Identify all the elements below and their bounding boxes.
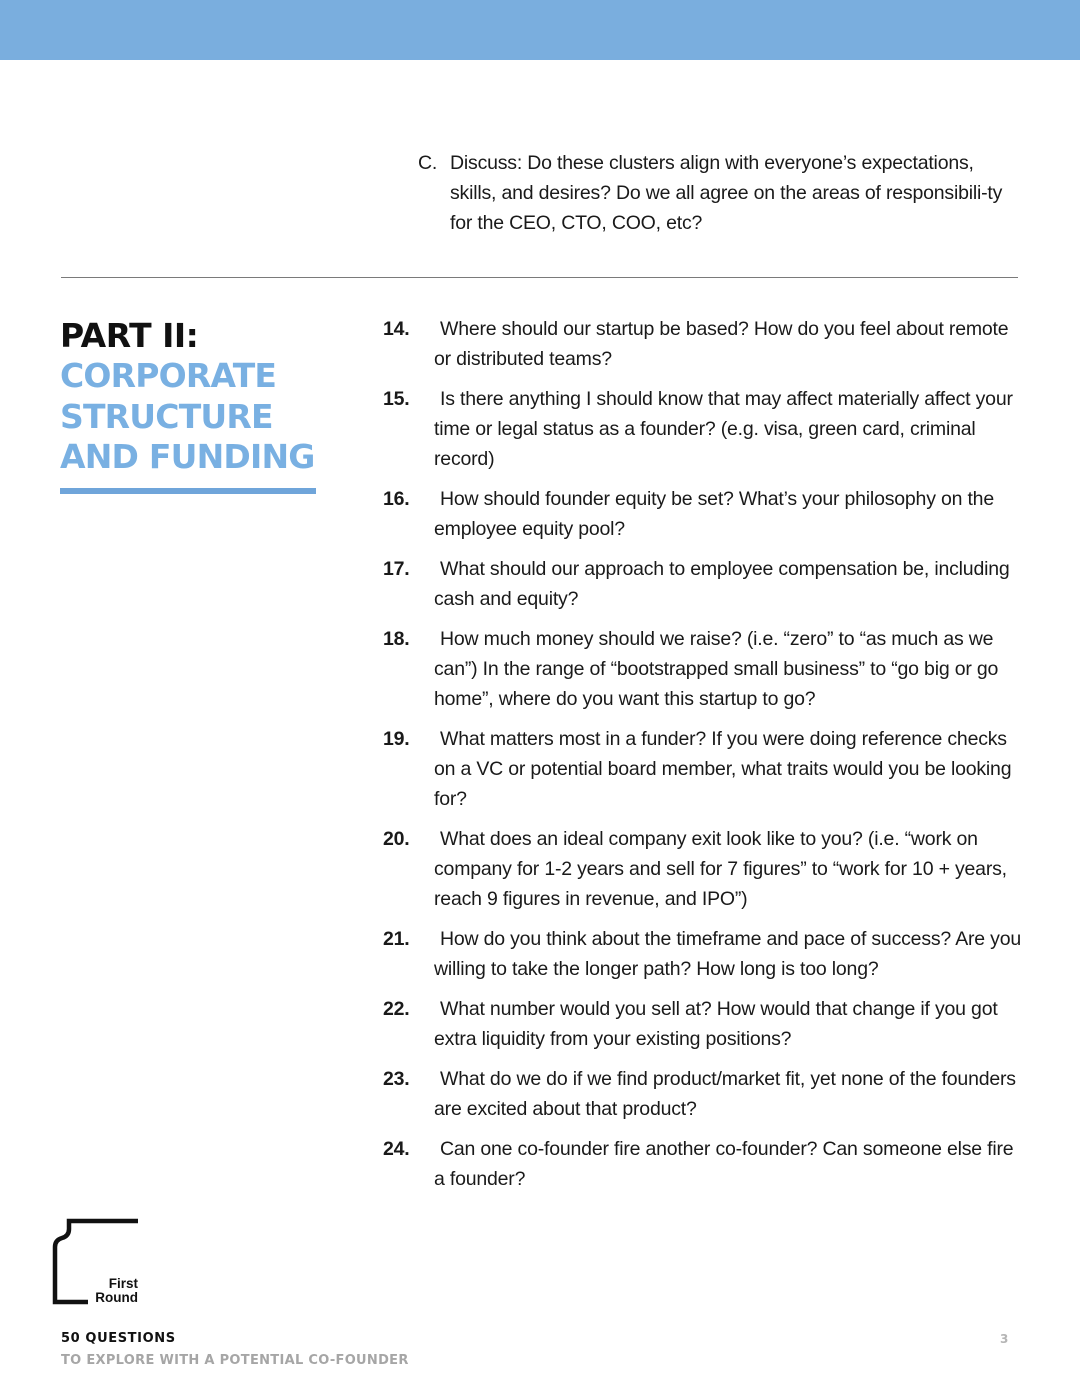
question-text: What does an ideal company exit look like to you? (i.e. “work on company for 1-2 years and sell for 7 figures” to “work for 10 + years, reach 9 figures in revenue, and IPO”) xyxy=(434,828,1007,910)
question-list xyxy=(383,314,1023,1204)
intro-item-letter: C. xyxy=(418,152,438,174)
question-item xyxy=(383,924,1023,984)
question-number: 14. xyxy=(383,318,410,340)
section-divider xyxy=(61,277,1018,278)
question-number: 24. xyxy=(383,1138,410,1160)
question-number: 15. xyxy=(383,388,410,410)
question-item xyxy=(383,384,1023,474)
intro-list-item xyxy=(418,148,1018,238)
section-heading xyxy=(60,316,330,494)
question-text: Is there anything I should know that may affect materially affect your time or legal status as a founder? (e.g. visa, green card, criminal record) xyxy=(434,388,1013,470)
question-number: 22. xyxy=(383,998,410,1020)
question-item xyxy=(383,484,1023,544)
question-number: 19. xyxy=(383,728,410,750)
question-number: 20. xyxy=(383,828,410,850)
section-title-line-2: STRUCTURE xyxy=(60,396,273,436)
question-item xyxy=(383,624,1023,714)
question-text: What do we do if we find product/market fit, yet none of the founders are excited about that product? xyxy=(434,1068,1016,1120)
question-text: What matters most in a funder? If you were doing reference checks on a VC or potential board member, what traits would you be looking for? xyxy=(434,728,1012,810)
question-number: 16. xyxy=(383,488,410,510)
section-title-line-3: AND FUNDING xyxy=(60,437,315,476)
section-title-line-1: CORPORATE xyxy=(60,356,277,395)
question-text: What number would you sell at? How would that change if you got extra liquidity from your existing positions? xyxy=(434,998,998,1050)
question-text: Where should our startup be based? How do you feel about remote or distributed teams? xyxy=(434,318,1009,370)
question-number: 18. xyxy=(383,628,410,650)
top-color-band xyxy=(0,0,1080,60)
question-number: 23. xyxy=(383,1068,410,1090)
page-number: 3 xyxy=(1000,1332,1009,1346)
footer-subtitle: TO EXPLORE WITH A POTENTIAL CO-FOUNDER xyxy=(61,1353,409,1368)
intro-item-text: Discuss: Do these clusters align with everyone’s expectations, skills, and desires? Do we all agree on the areas of responsibili-ty for the CEO, CTO, COO, etc? xyxy=(450,152,1003,234)
question-number: 17. xyxy=(383,558,410,580)
logo-wordmark-line-2: Round xyxy=(95,1289,138,1305)
question-text: How do you think about the timeframe and pace of success? Are you willing to take the longer path? How long is too long? xyxy=(434,928,1022,980)
question-item xyxy=(383,994,1023,1054)
section-heading-underline xyxy=(60,488,316,494)
question-item xyxy=(383,724,1023,814)
question-number: 21. xyxy=(383,928,410,950)
question-item xyxy=(383,554,1023,614)
question-text: How should founder equity be set? What’s your philosophy on the employee equity pool? xyxy=(434,488,994,540)
footer-title: 50 QUESTIONS xyxy=(61,1331,176,1346)
question-text: How much money should we raise? (i.e. “zero” to “as much as we can”) In the range of “bootstrapped small business” to “go big or go home”, where do you want this startup to go? xyxy=(434,628,999,710)
logo-wordmark-line-1: First xyxy=(108,1276,138,1291)
question-item xyxy=(383,314,1023,374)
logo-wordmark xyxy=(80,1277,138,1304)
section-part-label: PART II: xyxy=(60,316,199,355)
question-text: What should our approach to employee compensation be, including cash and equity? xyxy=(434,558,1010,610)
question-item xyxy=(383,824,1023,914)
question-text: Can one co-founder fire another co-founder? Can someone else fire a founder? xyxy=(434,1138,1014,1190)
question-item xyxy=(383,1064,1023,1124)
question-item xyxy=(383,1134,1023,1194)
